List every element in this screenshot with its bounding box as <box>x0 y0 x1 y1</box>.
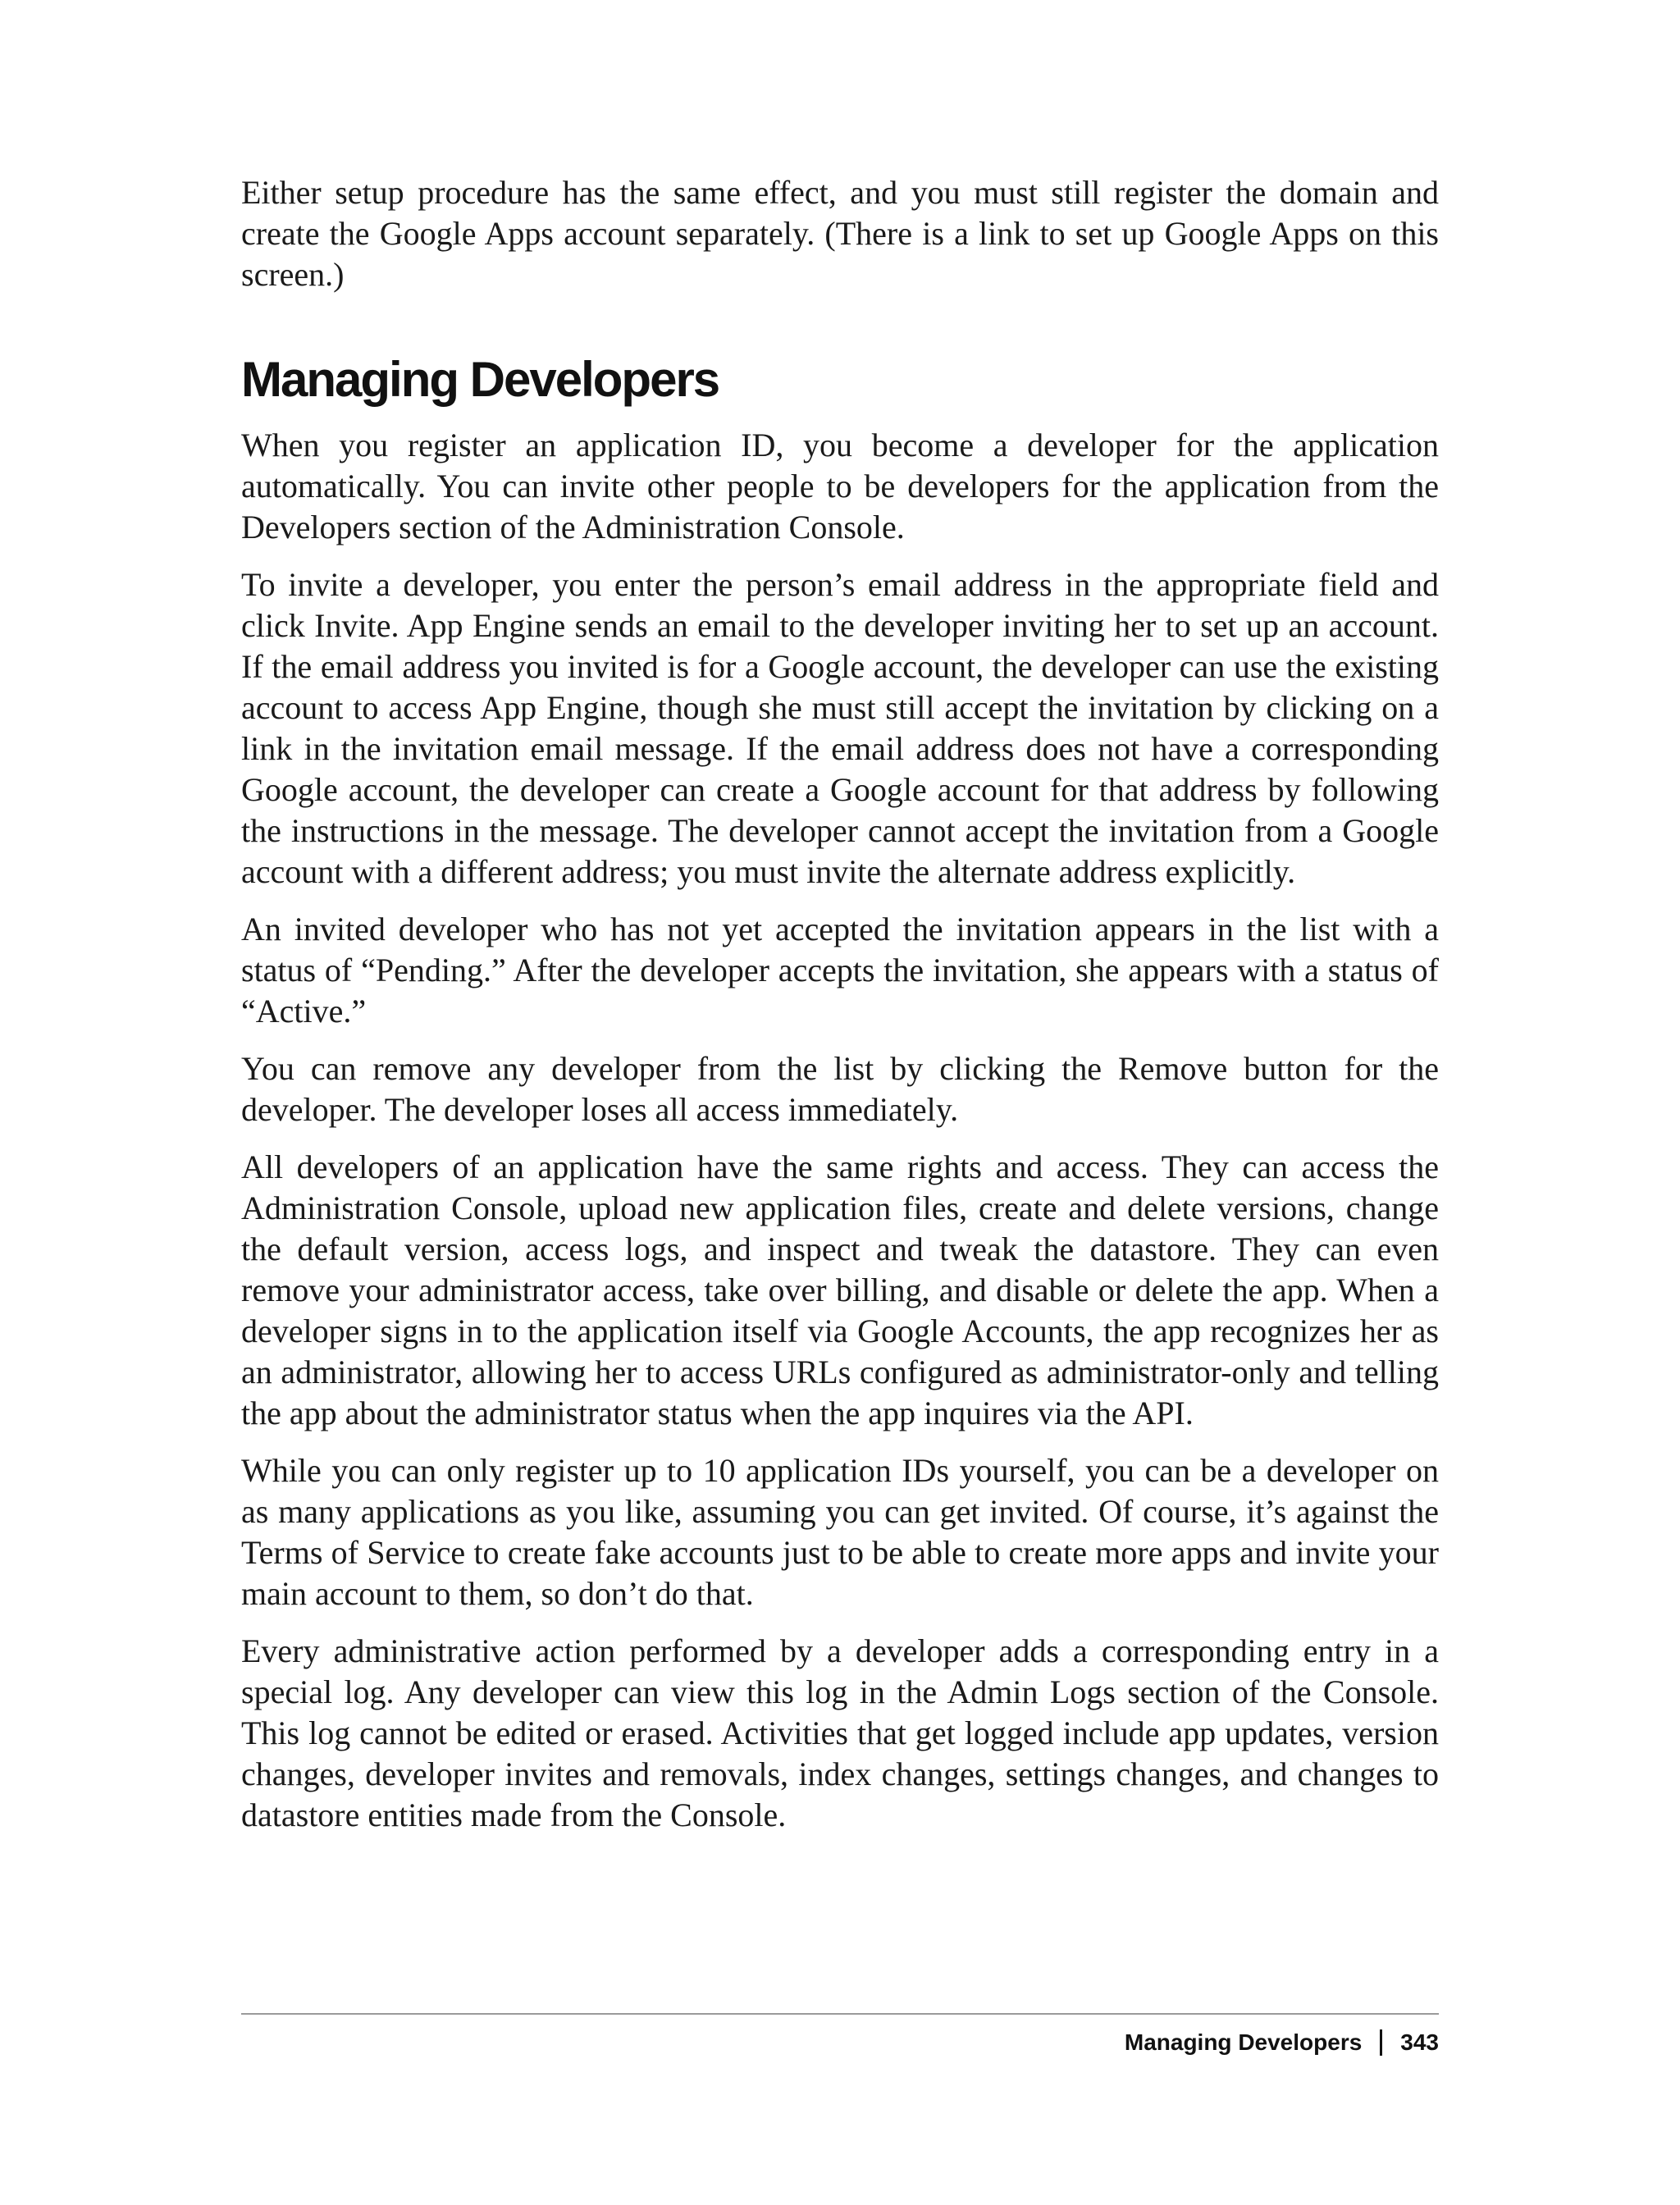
body-paragraph: While you can only register up to 10 application IDs yourself, you can be a developer on as many applications as you like, assuming you can get invited. Of course, it’s against the Terms of Service to create fake accounts just to be able to create more apps and invite your main account to them, so don’t do that. <box>241 1452 1439 1612</box>
body-paragraph: Every administrative action performed by a developer adds a corresponding entry in a special log. Any developer can view this log in the Admin Logs section of the Console. This log cannot be edited or erased. Activities that get logged include app updates, version changes, developer invites and removals, index changes, settings changes, and changes to datastore entities made from the Console. <box>241 1632 1439 1833</box>
footer-rule <box>241 2013 1439 2015</box>
body-paragraph: To invite a developer, you enter the person’s email address in the appropriate field and click Invite. App Engine sends an email to the developer inviting her to set up an account. If the email address you invited is for a Google account, the developer can use the existing account to access App Engine, though she must still accept the invitation by clicking on a link in the invitation email message. If the email address does not have a corresponding Google account, the developer can create a Google account for that address by following the instructions in the message. The developer cannot accept the invitation from a Google account with a different address; you must invite the alternate address explicitly. <box>241 566 1439 890</box>
page-body <box>241 172 1439 1852</box>
body-paragraph: When you register an application ID, you become a developer for the application automatically. You can invite other people to be developers for the application from the Developers section of the Administration Console. <box>241 427 1439 546</box>
footer-separator <box>1380 2029 1382 2056</box>
intro-paragraph: Either setup procedure has the same effect, and you must still register the domain and create the Google Apps account separately. (There is a link to set up Google Apps on this screen.) <box>241 174 1439 293</box>
body-paragraph: An invited developer who has not yet accepted the invitation appears in the list with a status of “Pending.” After the developer accepts the invitation, she appears with a status of “Active.” <box>241 911 1439 1029</box>
page-number: 343 <box>1400 2029 1439 2055</box>
body-paragraph: You can remove any developer from the list by clicking the Remove button for the developer. The developer loses all access immediately. <box>241 1050 1439 1128</box>
page-footer <box>1125 2026 1439 2059</box>
running-head: Managing Developers <box>1124 2029 1363 2055</box>
section-heading: Managing Developers <box>241 352 719 407</box>
body-paragraph: All developers of an application have the same rights and access. They can access the Administration Console, upload new application files, create and delete versions, change the default version, access logs, and inspect and tweak the datastore. They can even remove your administrator access, take over billing, and disable or delete the app. When a developer signs in to the application itself via Google Accounts, the app recognizes her as an administrator, allowing her to access URLs configured as administrator-only and telling the app about the administrator status when the app inquires via the API. <box>241 1148 1439 1431</box>
